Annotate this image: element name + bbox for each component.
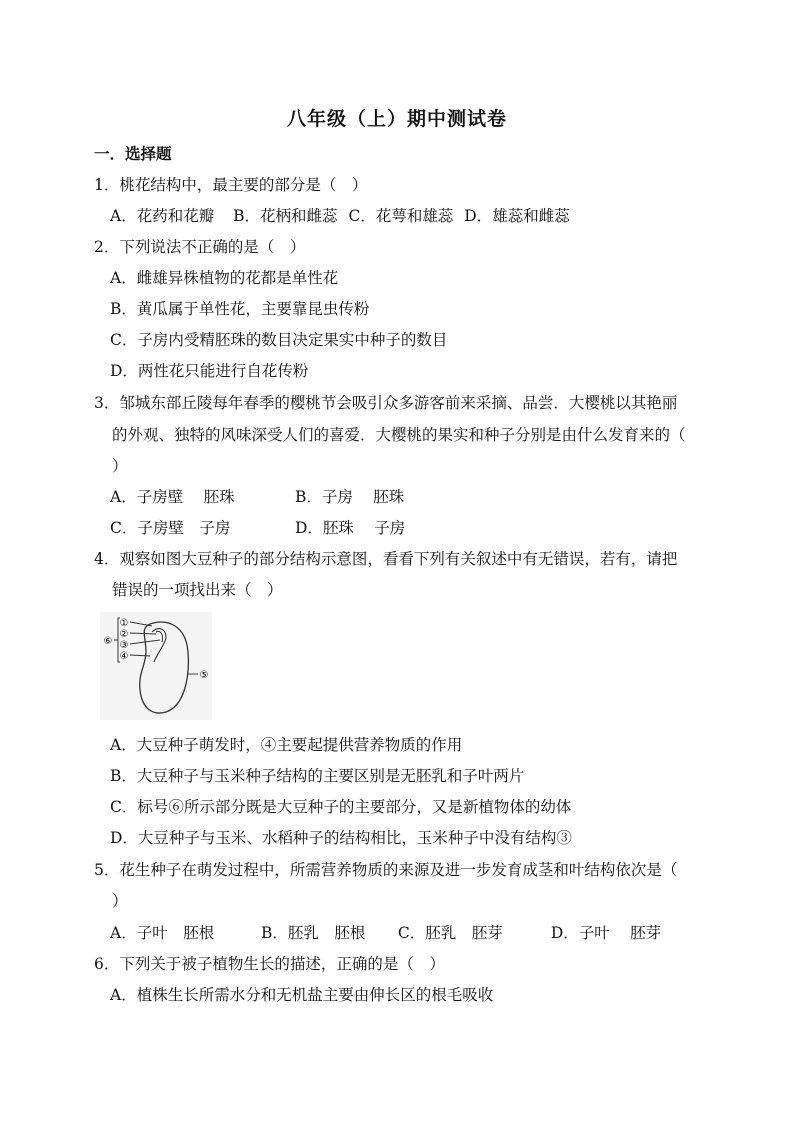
question-3-stem-line-2: 的外观、独特的风味深受人们的喜爱．大樱桃的果实和种子分别是由什么发育来的（ <box>112 426 686 444</box>
q3-option-b: B．子房 胚珠 <box>294 488 405 506</box>
q1-option-c: C．花萼和雄蕊 <box>348 207 454 225</box>
question-3-options-row-2 <box>110 518 405 538</box>
question-3-stem-line-3: ） <box>112 457 128 475</box>
question-3-options-row-1 <box>110 487 404 507</box>
q1-option-b: B．花柄和雌蕊 <box>233 207 338 225</box>
question-1-stem: 1．桃花结构中，最主要的部分是（ ） <box>94 176 368 194</box>
q4-option-c: C．标号⑥所示部分既是大豆种子的主要部分，又是新植物体的幼体 <box>110 798 572 816</box>
label-2: ② <box>119 629 129 640</box>
q1-option-a: A．花药和花瓣 <box>110 207 215 225</box>
q1-option-d: D．雄蕊和雌蕊 <box>464 207 570 225</box>
label-6: ⑥ <box>103 636 113 647</box>
q2-option-b: B．黄瓜属于单性花，主要靠昆虫传粉 <box>110 300 370 318</box>
q5-option-a: A．子叶 胚根 <box>110 924 215 942</box>
question-5-stem-line-2: ） <box>112 892 128 910</box>
label-5: ⑤ <box>199 670 209 681</box>
q4-option-d: D．大豆种子与玉米、水稻种子的结构相比，玉米种子中没有结构③ <box>110 829 572 847</box>
question-3-stem-line-1: 3．邹城东部丘陵每年春季的樱桃节会吸引众多游客前来采摘、品尝．大樱桃以其艳丽 <box>94 394 678 412</box>
q4-option-b: B．大豆种子与玉米种子结构的主要区别是无胚乳和子叶两片 <box>110 767 525 785</box>
soybean-seed-diagram <box>100 612 212 720</box>
label-4: ④ <box>119 651 129 662</box>
question-5-stem-line-1: 5．花生种子在萌发过程中，所需营养物质的来源及进一步发育成茎和叶结构依次是（ <box>94 861 678 879</box>
question-5-options <box>110 923 661 943</box>
question-1-options <box>110 206 570 226</box>
label-1: ① <box>119 618 129 629</box>
q3-option-c: C．子房壁 子房 <box>110 519 231 537</box>
label-3: ③ <box>119 640 129 651</box>
q2-option-d: D．两性花只能进行自花传粉 <box>110 362 309 380</box>
q2-option-a: A．雌雄异株植物的花都是单性花 <box>110 269 339 287</box>
q3-option-d: D．胚珠 子房 <box>294 519 406 537</box>
question-4-stem-line-1: 4．观察如图大豆种子的部分结构示意图，看看下列有关叙述中有无错误，若有，请把 <box>94 550 678 568</box>
exam-title: 八年级（上）期中测试卷 <box>286 108 507 130</box>
question-6-stem: 6．下列关于被子植物生长的描述，正确的是（ ） <box>94 955 445 973</box>
q6-option-a: A．植株生长所需水分和无机盐主要由伸长区的根毛吸收 <box>110 986 494 1004</box>
q5-option-b: B．胚乳 胚根 <box>260 924 366 942</box>
question-2-stem: 2．下列说法不正确的是（ ） <box>94 238 306 256</box>
q5-option-d: D．子叶 胚芽 <box>550 924 662 942</box>
q4-option-a: A．大豆种子萌发时，④主要起提供营养物质的作用 <box>110 736 463 754</box>
q2-option-c: C．子房内受精胚珠的数目决定果实中种子的数目 <box>110 331 448 349</box>
q5-option-c: C．胚乳 胚芽 <box>397 924 503 942</box>
q3-option-a: A．子房壁 胚珠 <box>110 488 235 506</box>
question-4-stem-line-2: 错误的一项找出来（ ） <box>112 581 283 599</box>
section-heading: 一．选择题 <box>94 144 172 163</box>
